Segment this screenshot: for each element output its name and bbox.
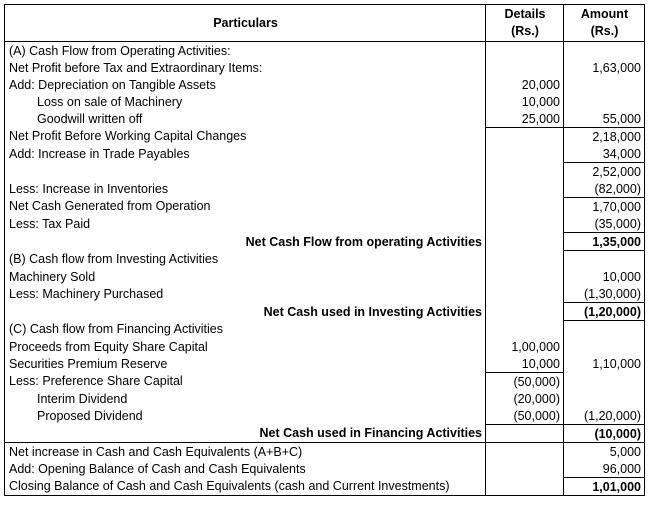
row-detail bbox=[486, 321, 564, 339]
details-header-unit: (Rs.) bbox=[511, 24, 539, 38]
row-particular: Add: Increase in Trade Payables bbox=[5, 145, 486, 163]
table-row bbox=[5, 215, 645, 233]
row-detail bbox=[486, 128, 564, 146]
cash-flow-table bbox=[4, 4, 645, 496]
row-particular bbox=[5, 163, 486, 181]
table-row bbox=[5, 390, 645, 407]
row-amount: 2,52,000 bbox=[592, 164, 641, 179]
row-amount: (1,20,000) bbox=[564, 303, 645, 321]
table-row bbox=[5, 145, 645, 163]
table-row bbox=[5, 268, 645, 285]
row-detail: 25,000 bbox=[486, 110, 564, 128]
table-row bbox=[5, 233, 645, 251]
row-amount: 1,35,000 bbox=[564, 233, 645, 251]
row-amount bbox=[564, 321, 645, 339]
row-detail bbox=[486, 42, 564, 60]
table-row bbox=[5, 76, 645, 93]
table-row bbox=[5, 42, 645, 60]
row-amount: 1,10,000 bbox=[592, 356, 641, 371]
row-particular: Closing Balance of Cash and Cash Equivalents (cash and Current Investments) bbox=[5, 478, 486, 496]
row-particular: Loss on sale of Machinery bbox=[5, 93, 486, 110]
particulars-header-label: Particulars bbox=[213, 15, 278, 30]
row-detail bbox=[486, 215, 564, 233]
row-detail bbox=[486, 285, 564, 303]
cash-flow-statement bbox=[4, 4, 645, 496]
row-particular: (C) Cash flow from Financing Activities bbox=[5, 321, 486, 339]
table-row bbox=[5, 460, 645, 478]
row-particular: Net increase in Cash and Cash Equivalents (A+B+C) bbox=[5, 443, 486, 461]
amount-header-label: Amount bbox=[580, 7, 629, 21]
row-detail: 10,000 bbox=[486, 355, 564, 373]
row-particular: Less: Preference Share Capital bbox=[5, 373, 486, 391]
row-particular: Proceeds from Equity Share Capital bbox=[5, 338, 486, 355]
table-row bbox=[5, 321, 645, 339]
row-amount bbox=[564, 76, 645, 93]
row-detail bbox=[486, 198, 564, 216]
table-row bbox=[5, 163, 645, 181]
row-detail bbox=[486, 251, 564, 269]
table-row bbox=[5, 198, 645, 216]
row-detail bbox=[486, 180, 564, 198]
row-particular: Goodwill written off bbox=[5, 110, 486, 128]
row-detail bbox=[486, 145, 564, 163]
row-amount: 1,70,000 bbox=[592, 199, 641, 214]
row-detail: (50,000) bbox=[486, 373, 564, 391]
row-amount: (82,000) bbox=[564, 180, 645, 198]
particulars-header bbox=[5, 5, 486, 42]
details-header bbox=[486, 5, 564, 42]
row-detail: (50,000) bbox=[486, 407, 564, 425]
row-amount: 10,000 bbox=[602, 269, 641, 284]
row-amount bbox=[564, 93, 645, 110]
row-amount: 55,000 bbox=[564, 110, 645, 128]
row-amount: 1,63,000 bbox=[592, 60, 641, 75]
row-amount: 34,000 bbox=[564, 145, 645, 163]
row-particular: Less: Increase in Inventories bbox=[5, 180, 486, 198]
row-detail: 10,000 bbox=[486, 93, 564, 110]
row-amount: 1,01,000 bbox=[592, 479, 641, 494]
row-amount bbox=[564, 42, 645, 60]
row-particular: Interim Dividend bbox=[5, 390, 486, 407]
row-particular: Net Profit before Tax and Extraordinary Items: bbox=[5, 59, 486, 76]
row-detail bbox=[486, 303, 564, 321]
table-row bbox=[5, 425, 645, 443]
row-particular: (A) Cash Flow from Operating Activities: bbox=[5, 42, 486, 60]
table-row bbox=[5, 338, 645, 355]
row-detail bbox=[486, 460, 564, 478]
table-row bbox=[5, 93, 645, 110]
row-detail: 1,00,000 bbox=[486, 338, 564, 355]
table-row bbox=[5, 303, 645, 321]
table-row bbox=[5, 180, 645, 198]
row-particular: Net Cash used in Investing Activities bbox=[5, 303, 486, 321]
row-amount bbox=[564, 373, 645, 391]
row-detail: (20,000) bbox=[486, 390, 564, 407]
row-particular: Machinery Sold bbox=[5, 268, 486, 285]
table-header-row bbox=[5, 5, 645, 42]
row-amount: 96,000 bbox=[564, 460, 645, 478]
table-row bbox=[5, 128, 645, 146]
table-row bbox=[5, 443, 645, 461]
row-amount: 2,18,000 bbox=[592, 129, 641, 144]
row-detail bbox=[486, 478, 564, 496]
row-particular: Less: Tax Paid bbox=[5, 215, 486, 233]
row-particular: Add: Depreciation on Tangible Assets bbox=[5, 76, 486, 93]
amount-header bbox=[564, 5, 645, 42]
row-amount bbox=[564, 338, 645, 355]
row-amount: (1,20,000) bbox=[564, 407, 645, 425]
table-row bbox=[5, 59, 645, 76]
table-row bbox=[5, 285, 645, 303]
table-row bbox=[5, 407, 645, 425]
table-row bbox=[5, 110, 645, 128]
row-particular: Proposed Dividend bbox=[5, 407, 486, 425]
row-amount: (1,30,000) bbox=[564, 285, 645, 303]
row-amount: (35,000) bbox=[564, 215, 645, 233]
row-particular: Add: Opening Balance of Cash and Cash Equivalents bbox=[5, 460, 486, 478]
table-row bbox=[5, 251, 645, 269]
row-amount bbox=[564, 390, 645, 407]
row-detail bbox=[486, 163, 564, 181]
row-amount: 5,000 bbox=[609, 444, 641, 459]
row-particular: Net Profit Before Working Capital Changes bbox=[5, 128, 486, 146]
row-amount: (10,000) bbox=[564, 425, 645, 443]
table-row bbox=[5, 373, 645, 391]
row-particular: Net Cash used in Financing Activities bbox=[5, 425, 486, 443]
row-detail bbox=[486, 425, 564, 443]
row-particular: (B) Cash flow from Investing Activities bbox=[5, 251, 486, 269]
row-particular: Net Cash Flow from operating Activities bbox=[5, 233, 486, 251]
row-detail bbox=[486, 233, 564, 251]
row-detail bbox=[486, 268, 564, 285]
table-row bbox=[5, 478, 645, 496]
row-detail bbox=[486, 443, 564, 461]
row-detail: 20,000 bbox=[486, 76, 564, 93]
details-header-label: Details bbox=[504, 7, 546, 21]
row-particular: Net Cash Generated from Operation bbox=[5, 198, 486, 216]
row-particular: Securities Premium Reserve bbox=[5, 355, 486, 373]
row-particular: Less: Machinery Purchased bbox=[5, 285, 486, 303]
amount-header-unit: (Rs.) bbox=[590, 24, 619, 38]
table-row bbox=[5, 355, 645, 373]
row-detail bbox=[486, 59, 564, 76]
row-amount bbox=[564, 251, 645, 269]
